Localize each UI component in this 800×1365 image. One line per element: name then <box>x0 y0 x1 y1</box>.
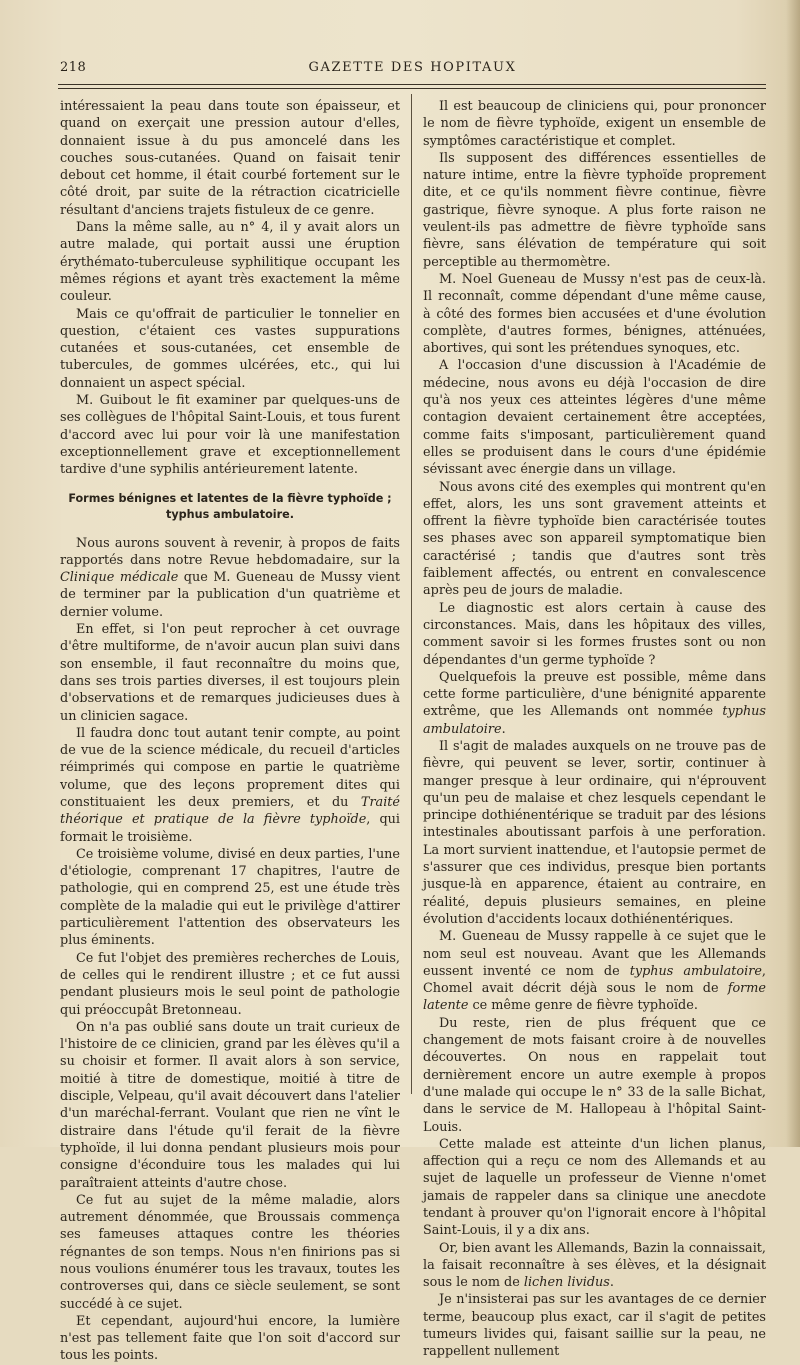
header-rule-thin <box>58 88 766 89</box>
paragraph <box>423 928 766 1014</box>
text: Or, bien avant les Allemands, Bazin la connaissait, la faisait reconnaître à ses élèves, et la désignait sous le nom de <box>423 1240 766 1291</box>
paragraph: Ce fut l'objet des premières recherches de Louis, de celles qui le rendirent illustre ; et ce fut aussi pendant plusieurs mois le seul point de pathologie qui préoccupât Bretonneau. <box>60 950 400 1018</box>
paragraph: Le diagnostic est alors certain à cause des circonstances. Mais, dans les hôpitaux des villes, comment savoir si les formes frustes sont ou non dépendantes d'un germe typhoïde ? <box>423 600 766 668</box>
text: . <box>609 1275 614 1291</box>
italic-title: Clinique médicale <box>60 570 179 586</box>
paragraph <box>423 1240 766 1292</box>
running-title: GAZETTE DES HOPITAUX <box>308 60 517 75</box>
italic-title: Traité théorique et pratique de la fièvre typhoïde <box>60 794 400 828</box>
paragraph: M. Noel Gueneau de Mussy n'est pas de ceux-là. Il reconnaît, comme dépendant d'une même cause, à côté des formes bien accusées et d'une évolution complète, d'autres formes, bénignes, atténuées, abortives, qui sont les prétendues synoques, etc. <box>423 271 766 357</box>
paragraph: Ce troisième volume, divisé en deux parties, l'une d'étiologie, comprenant 17 chapitres, l'autre de pathologie, qui en comprend 25, est une étude très complète de la maladie qui eut le privilège d'attirer particulièrement l'attention des observateurs les plus éminents. <box>60 846 400 949</box>
paragraph: Ce fut au sujet de la même maladie, alors autrement dénommée, que Broussais commença ses fameuses attaques contre les théories régnantes de son temps. Nous n'en finirions pas si nous voulions énumérer tous les travaux, toutes les controverses qui, dans ce siècle seulement, se sont succédé à ce sujet. <box>60 1192 400 1312</box>
text: ce même genre de fièvre typhoïde. <box>468 998 698 1014</box>
paragraph: En effet, si l'on peut reprocher à cet ouvrage d'être multiforme, de n'avoir aucun plan suivi dans son ensemble, il faut reconnaître du moins que, dans ses trois parties diverses, il est toujours plein d'observations et de remarques judicieuses dues à un clinicien sagace. <box>60 622 400 724</box>
italic-term: typhus ambulatoire <box>423 704 766 737</box>
paragraph <box>423 669 766 738</box>
section-heading-line: Formes bénignes et latentes de la fièvre typhoïde ; <box>68 491 392 505</box>
left-column <box>60 98 400 1365</box>
paragraph: Du reste, rien de plus fréquent que ce changement de mots faisant croire à de nouvelles découvertes. On nous en rappelait tout dernièrement encore un autre exemple à propos d'une malade qui occupe le n° 33 de la salle Bichat, dans le service de M. Hallopeau à l'hôpital Saint-Louis. <box>423 1015 766 1135</box>
paragraph: A l'occasion d'une discussion à l'Académie de médecine, nous avons eu déjà l'occasion de dire qu'à nos yeux ces atteintes légères d'une même contagion devaient certainement être acceptées, comme faits s'imposant, particulièrement quand elles se produisent dans le cours d'une épidémie sévissant avec énergie dans un village. <box>423 358 766 478</box>
page-number: 218 <box>60 60 87 75</box>
paragraph: Cette malade est atteinte d'un lichen planus, affection qui a reçu ce nom des Allemands et au sujet de laquelle un professeur de Vienne n'omet jamais de rappeler dans sa clinique une anecdote tendant à prouver qu'on l'ignorait encore à l'hôpital Saint-Louis, il y a dix ans. <box>423 1136 766 1239</box>
paragraph: M. Guibout le fit examiner par quelques-uns de ses collègues de l'hôpital Saint-Louis, et tous furent d'accord avec lui pour voir là une manifestation exceptionnellement grave et exceptionnellement tardive d'une syphilis antérieurement latente. <box>60 393 400 478</box>
paragraph: Et cependant, aujourd'hui encore, la lumière n'est pas tellement faite que l'on soit d'accord sur tous les points. <box>60 1313 400 1364</box>
text: M. Gueneau de Mussy rappelle à ce sujet que le nom seul est nouveau. Avant que les Allemands eussent inventé ce nom de <box>423 929 766 979</box>
header-rule <box>58 84 766 85</box>
text: . <box>501 721 506 737</box>
paragraph <box>60 535 400 621</box>
text: , qui formait le troisième. <box>60 812 400 845</box>
paragraph: Il est beaucoup de cliniciens qui, pour prononcer le nom de fièvre typhoïde, exigent un ensemble de symptômes caractéristique et complet. <box>423 99 766 149</box>
text: Nous aurons souvent à revenir, à propos de faits rapportés dans notre Revue hebdomadaire, sur la <box>60 535 400 568</box>
paragraph: Il s'agit de malades auxquels on ne trouve pas de fièvre, qui peuvent se lever, sortir, continuer à manger presque à leur ordinaire, qui n'éprouvent qu'un peu de malaise et chez lesquels cependant le principe dothiénentérique se traduit par des lésions intestinales aboutissant parfois à une perforation. La mort survient inattendue, et l'autopsie permet de s'assurer que ces individus, presque bien portants jusque-là en apparence, étaient au contraire, en réalité, depuis plusieurs semaines, en pleine évolution d'accidents locaux dothiénentériques. <box>423 738 766 927</box>
page-header <box>60 58 765 82</box>
section-heading-line: typhus ambulatoire. <box>166 507 294 521</box>
paragraph: Dans la même salle, au n° 4, il y avait alors un autre malade, qui portait aussi une éruption érythémato-tuberculeuse syphilitique occupant les mêmes régions et ayant très exactement la même couleur. <box>60 220 400 305</box>
italic-term: forme latente <box>423 981 766 1014</box>
paragraph: Nous avons cité des exemples qui montrent qu'en effet, alors, les uns sont gravement atteints et offrent la fièvre typhoïde bien caractérisée toutes ses phases avec son appareil symptomatique bien caractérisé ; tandis que d'autres sont très faiblement affectés, ou entrent en convalescence après peu de jours de maladie. <box>423 479 766 599</box>
paragraph: intéressaient la peau dans toute son épaisseur, et quand on exerçait une pression autour d'elles, donnaient issue à du pus amoncelé dans les couches sous-cutanées. Quand on faisait tenir debout cet homme, il était courbé fortement sur le côté droit, par suite de la rétraction cicatricielle résultant d'anciens trajets fistuleux de ce genre. <box>60 99 400 218</box>
right-column <box>423 98 766 1361</box>
paragraph: On n'a pas oublié sans doute un trait curieux de l'histoire de ce clinicien, grand par les élèves qu'il a su choisir et former. Il avait alors à son service, moitié à titre de domestique, moitié à titre de disciple, Velpeau, qu'il avait découvert dans l'atelier d'un maréchal-ferrant. Voulant que rien ne vînt le distraire dans l'étude qu'il ferait de la fièvre typhoïde, il lui donna pendant plusieurs mois pour consigne d'éconduire tous les malades qui lui paraîtraient atteints d'autre chose. <box>60 1019 400 1191</box>
column-divider <box>411 94 412 1094</box>
section-heading <box>60 491 400 523</box>
paragraph: Ils supposent des différences essentielles de nature intime, entre la fièvre typhoïde proprement dite, et ce qu'ils nomment fièvre continue, fièvre gastrique, fièvre synoque. A plus forte raison ne veulent-ils pas admettre de fièvre typhoïde sans fièvre, sans élévation de température qui soit perceptible au thermomètre. <box>423 150 766 270</box>
text: , Chomel avait décrit déjà sous le nom de <box>423 963 766 997</box>
italic-term: lichen lividus <box>523 1275 610 1291</box>
text: Il faudra donc tout autant tenir compte, au point de vue de la science médicale, du recueil d'articles réimprimés qui compose en partie le quatrième volume, que des leçons proprement dites qui constituaient les deux premiers, et du <box>60 725 400 810</box>
paragraph: Mais ce qu'offrait de particulier le tonnelier en question, c'étaient ces vastes suppurations cutanées et sous-cutanées, cet ensemble de tubercules, de gommes ulcérées, etc., qui lui donnaient un aspect spécial. <box>60 306 400 391</box>
page-fold-shadow <box>786 0 800 1147</box>
text: que M. Gueneau de Mussy vient de terminer par la publication d'un quatrième et dernier volume. <box>60 570 401 620</box>
paragraph <box>60 725 400 846</box>
italic-term: typhus ambulatoire <box>629 963 762 979</box>
paragraph: Je n'insisterai pas sur les avantages de ce dernier terme, beaucoup plus exact, car il s'agit de petites tumeurs livides qui, faisant saillie sur la peau, ne rappellent nullement <box>423 1292 766 1360</box>
text: Quelquefois la preuve est possible, même dans cette forme particulière, d'une bénignité apparente extrême, que les Allemands ont nommée <box>423 669 766 720</box>
